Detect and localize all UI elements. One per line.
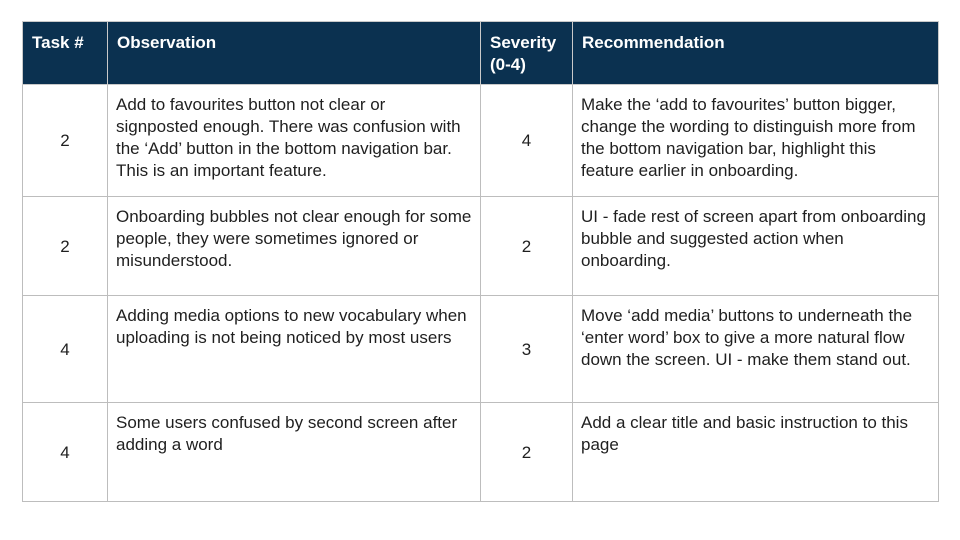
observation-cell: Onboarding bubbles not clear enough for some people, they were sometimes ignored or misunderstood. [108,197,481,296]
recommendation-cell: Make the ‘add to favourites’ button bigger, change the wording to distinguish more from the bottom navigation bar, highlight this feature earlier in onboarding. [573,85,939,197]
task-number-cell: 4 [23,403,108,502]
task-number-cell: 4 [23,296,108,403]
severity-cell: 2 [481,197,573,296]
severity-cell: 4 [481,85,573,197]
recommendation-cell: Add a clear title and basic instruction to this page [573,403,939,502]
severity-cell: 2 [481,403,573,502]
recommendation-cell: Move ‘add media’ buttons to underneath the ‘enter word’ box to give a more natural flow down the screen. UI - make them stand out. [573,296,939,403]
table-row [23,296,939,403]
table-row [23,197,939,296]
findings-table [22,21,939,502]
table-row [23,403,939,502]
task-number-cell: 2 [23,85,108,197]
recommendation-cell: UI - fade rest of screen apart from onboarding bubble and suggested action when onboarding. [573,197,939,296]
header-severity: Severity (0-4) [481,22,573,85]
header-recommendation: Recommendation [573,22,939,85]
observation-cell: Adding media options to new vocabulary when uploading is not being noticed by most users [108,296,481,403]
header-task: Task # [23,22,108,85]
severity-cell: 3 [481,296,573,403]
header-row [23,22,939,85]
table-row [23,85,939,197]
header-observation: Observation [108,22,481,85]
observation-cell: Add to favourites button not clear or signposted enough. There was confusion with the ‘Add’ button in the bottom navigation bar. This is an important feature. [108,85,481,197]
observation-cell: Some users confused by second screen after adding a word [108,403,481,502]
task-number-cell: 2 [23,197,108,296]
